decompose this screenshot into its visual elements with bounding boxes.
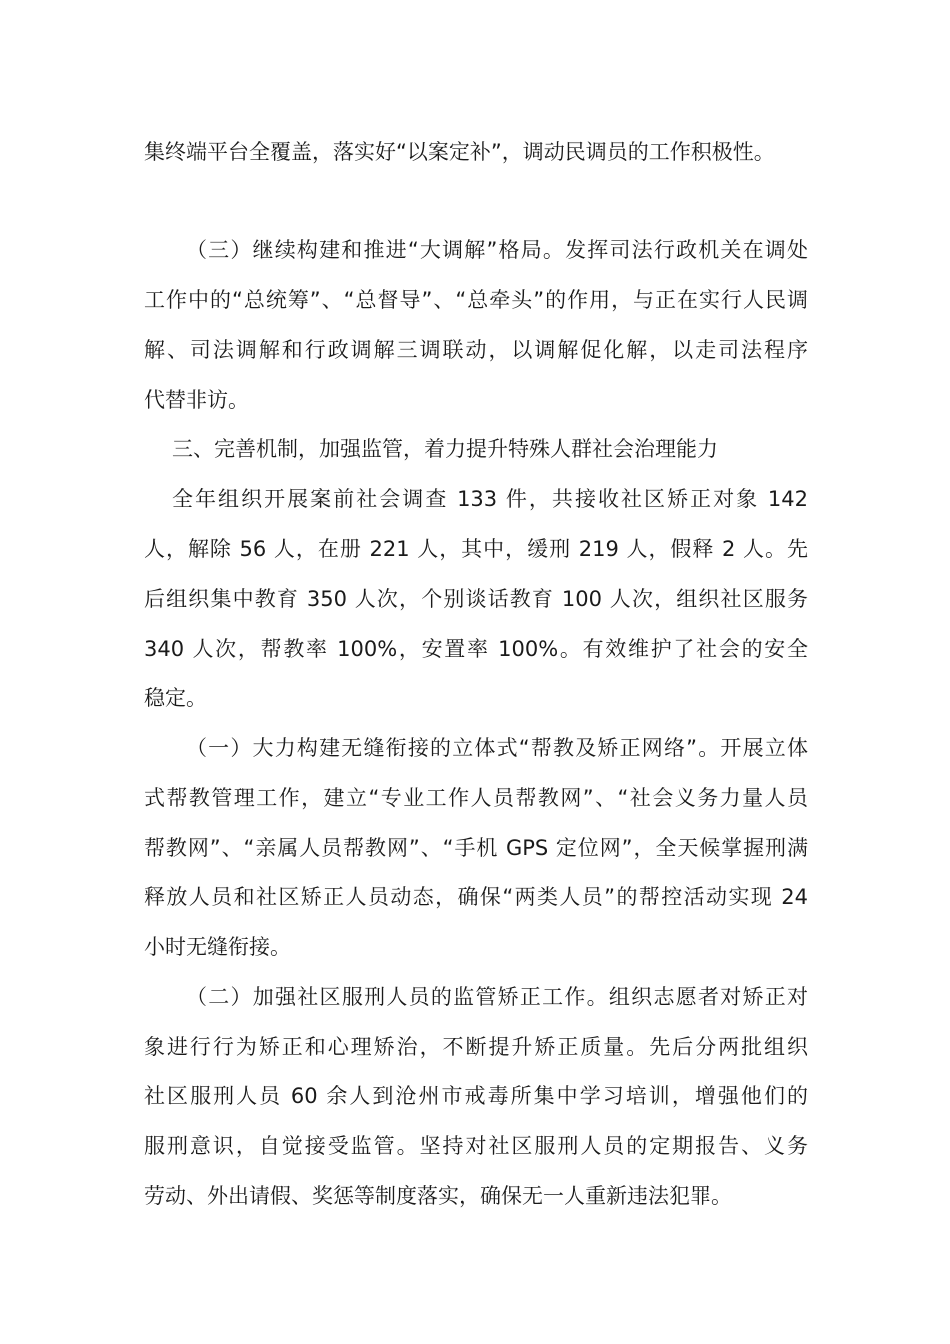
section-heading: 三、完善机制，加强监管，着力提升特殊人群社会治理能力 xyxy=(172,437,718,461)
paragraph-line: 服刑意识，自觉接受监管。坚持对社区服刑人员的定期报告、义务 xyxy=(144,1134,808,1158)
paragraph-line: 劳动、外出请假、奖惩等制度落实，确保无一人重新违法犯罪。 xyxy=(144,1184,732,1208)
paragraph-line: （一）大力构建无缝衔接的立体式“帮教及矫正网络”。开展立体 xyxy=(186,736,808,760)
paragraph-line: 人，解除 56 人，在册 221 人，其中，缓刑 219 人，假释 2 人。先 xyxy=(144,537,808,561)
paragraph-line: 释放人员和社区矫正人员动态，确保“两类人员”的帮控活动实现 24 xyxy=(144,885,808,909)
paragraph-line: 帮教网”、“亲属人员帮教网”、“手机 GPS 定位网”，全天候掌握刑满 xyxy=(144,836,808,860)
paragraph-line: （二）加强社区服刑人员的监管矫正工作。组织志愿者对矫正对 xyxy=(186,985,808,1009)
paragraph-line: 式帮教管理工作，建立“专业工作人员帮教网”、“社会义务力量人员 xyxy=(144,786,808,810)
paragraph-line: （三）继续构建和推进“大调解”格局。发挥司法行政机关在调处 xyxy=(186,238,808,262)
paragraph-line: 象进行行为矫正和心理矫治，不断提升矫正质量。先后分两批组织 xyxy=(144,1035,808,1059)
paragraph-line: 解、司法调解和行政调解三调联动，以调解促化解，以走司法程序 xyxy=(144,338,808,362)
paragraph-line: 集终端平台全覆盖，落实好“以案定补”，调动民调员的工作积极性。 xyxy=(144,140,775,164)
paragraph-line: 稳定。 xyxy=(144,686,207,710)
paragraph-line: 后组织集中教育 350 人次，个别谈话教育 100 人次，组织社区服务 xyxy=(144,587,808,611)
paragraph-line: 代替非访。 xyxy=(144,388,249,412)
paragraph-line: 社区服刑人员 60 余人到沧州市戒毒所集中学习培训，增强他们的 xyxy=(144,1084,808,1108)
paragraph-line: 全年组织开展案前社会调查 133 件，共接收社区矫正对象 142 xyxy=(172,487,808,511)
paragraph-line: 工作中的“总统筹”、“总督导”、“总牵头”的作用，与正在实行人民调 xyxy=(144,288,808,312)
paragraph-line: 小时无缝衔接。 xyxy=(144,935,291,959)
paragraph-line: 340 人次，帮教率 100%，安置率 100%。有效维护了社会的安全 xyxy=(144,637,808,661)
